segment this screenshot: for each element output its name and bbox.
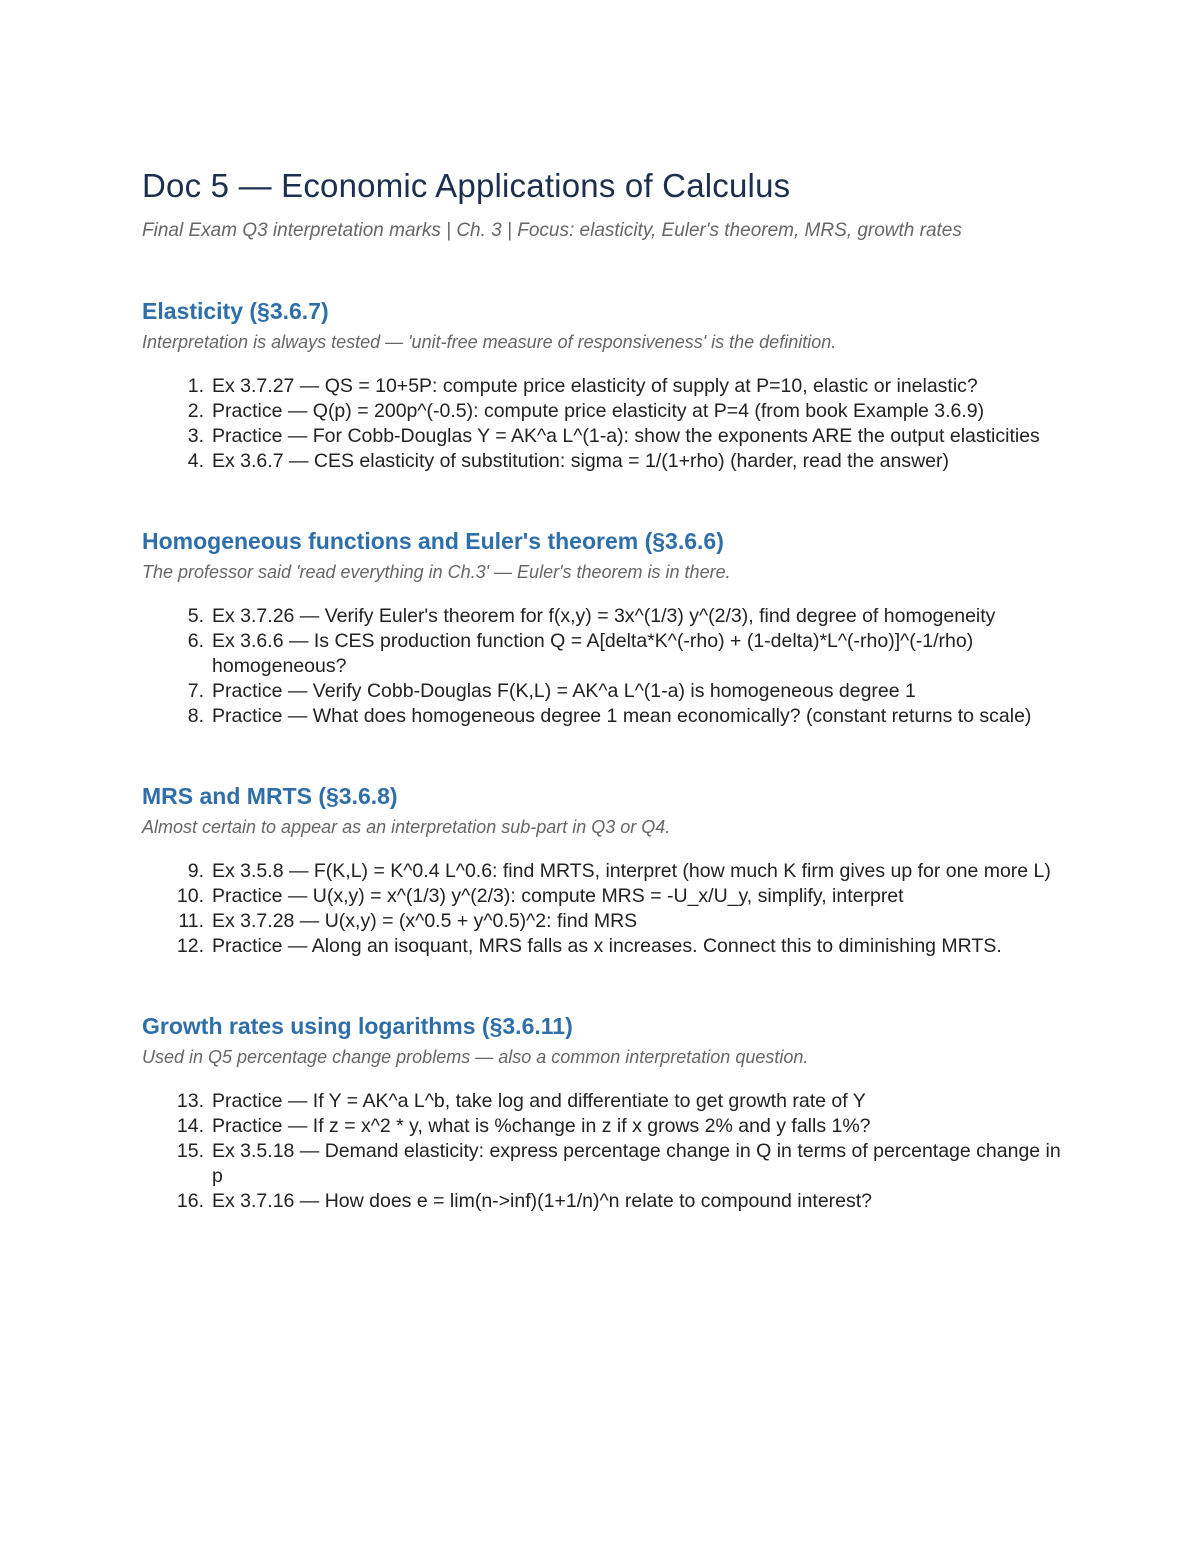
list-item-number: 9. xyxy=(187,860,204,882)
document-page xyxy=(142,166,1062,1214)
list-item-number: 12. xyxy=(176,935,204,957)
list-item xyxy=(142,679,1062,704)
list-item-number: 2. xyxy=(187,400,204,422)
list-item xyxy=(142,859,1062,884)
page-title: Doc 5 — Economic Applications of Calculus xyxy=(142,167,791,204)
list-item-number: 1. xyxy=(187,375,204,397)
list-item-text: Practice — What does homogeneous degree 1 mean economically? (constant returns to scale) xyxy=(212,705,1032,727)
list-item xyxy=(142,1114,1062,1139)
list-item xyxy=(142,884,1062,909)
section-heading: Elasticity (§3.6.7) xyxy=(142,298,329,324)
section-growth-rates-using-logarithms xyxy=(142,1011,1062,1214)
list-item-number: 7. xyxy=(187,680,204,702)
list-item-number: 13. xyxy=(176,1090,204,1112)
numbered-list xyxy=(142,604,1062,729)
list-item xyxy=(142,374,1062,399)
list-item xyxy=(142,629,1062,679)
list-item-number: 10. xyxy=(176,885,204,907)
list-item-number: 3. xyxy=(187,425,204,447)
list-item-number: 14. xyxy=(176,1115,204,1137)
list-item-number: 6. xyxy=(187,630,204,652)
list-item-number: 11. xyxy=(178,910,204,932)
list-item xyxy=(142,704,1062,729)
list-item xyxy=(142,604,1062,629)
section-mrs-and-mrts xyxy=(142,781,1062,959)
list-item-text: Ex 3.6.7 — CES elasticity of substitution: sigma = 1/(1+rho) (harder, read the answer) xyxy=(212,450,950,472)
section-note: Used in Q5 percentage change problems — also a common interpretation question. xyxy=(142,1047,809,1067)
list-item-text: Ex 3.6.6 — Is CES production function Q = A[delta*K^(-rho) + (1-delta)*L^(-rho)]^(-1/rho) homogeneous? xyxy=(212,630,974,677)
sections-container xyxy=(142,296,1062,1214)
list-item xyxy=(142,1139,1062,1189)
list-item xyxy=(142,424,1062,449)
page-subtitle: Final Exam Q3 interpretation marks | Ch. 3 | Focus: elasticity, Euler's theorem, MRS, growth rates xyxy=(142,220,962,241)
list-item xyxy=(142,449,1062,474)
section-note: Interpretation is always tested — 'unit-free measure of responsiveness' is the definition. xyxy=(142,332,837,352)
list-item xyxy=(142,934,1062,959)
list-item-text: Practice — For Cobb-Douglas Y = AK^a L^(1-a): show the exponents ARE the output elasticities xyxy=(212,425,1040,447)
list-item-number: 15. xyxy=(176,1140,204,1162)
section-note: The professor said 'read everything in Ch.3' — Euler's theorem is in there. xyxy=(142,562,731,582)
list-item-number: 5. xyxy=(187,605,204,627)
list-item-text: Practice — If Y = AK^a L^b, take log and differentiate to get growth rate of Y xyxy=(212,1090,866,1112)
list-item xyxy=(142,399,1062,424)
list-item xyxy=(142,1089,1062,1114)
section-note: Almost certain to appear as an interpretation sub-part in Q3 or Q4. xyxy=(142,817,671,837)
list-item-text: Ex 3.5.8 — F(K,L) = K^0.4 L^0.6: find MRTS, interpret (how much K firm gives up for one more L) xyxy=(212,860,1051,882)
list-item-text: Ex 3.7.26 — Verify Euler's theorem for f(x,y) = 3x^(1/3) y^(2/3), find degree of homogeneity xyxy=(212,605,996,627)
list-item-text: Practice — If z = x^2 * y, what is %change in z if x grows 2% and y falls 1%? xyxy=(212,1115,871,1137)
section-heading: Homogeneous functions and Euler's theorem (§3.6.6) xyxy=(142,528,724,554)
list-item xyxy=(142,1189,1062,1214)
list-item-text: Practice — Along an isoquant, MRS falls as x increases. Connect this to diminishing MRTS. xyxy=(212,935,1002,957)
list-item-text: Practice — Q(p) = 200p^(-0.5): compute price elasticity at P=4 (from book Example 3.6.9) xyxy=(212,400,985,422)
list-item-text: Ex 3.7.27 — QS = 10+5P: compute price elasticity of supply at P=10, elastic or inelastic? xyxy=(212,375,978,397)
list-item-number: 4. xyxy=(187,450,204,472)
section-homogeneous-functions-and-euler-s-theorem xyxy=(142,526,1062,729)
numbered-list xyxy=(142,859,1062,959)
numbered-list xyxy=(142,1089,1062,1214)
section-elasticity xyxy=(142,296,1062,474)
section-heading: MRS and MRTS (§3.6.8) xyxy=(142,783,398,809)
list-item-number: 8. xyxy=(187,705,204,727)
list-item-text: Ex 3.7.16 — How does e = lim(n->inf)(1+1/n)^n relate to compound interest? xyxy=(212,1190,873,1212)
numbered-list xyxy=(142,374,1062,474)
list-item-text: Practice — Verify Cobb-Douglas F(K,L) = AK^a L^(1-a) is homogeneous degree 1 xyxy=(212,680,916,702)
list-item-text: Ex 3.7.28 — U(x,y) = (x^0.5 + y^0.5)^2: find MRS xyxy=(212,910,638,932)
list-item xyxy=(142,909,1062,934)
list-item-text: Practice — U(x,y) = x^(1/3) y^(2/3): compute MRS = -U_x/U_y, simplify, interpret xyxy=(212,885,904,907)
list-item-text: Ex 3.5.18 — Demand elasticity: express percentage change in Q in terms of percentage change in p xyxy=(212,1140,1061,1187)
list-item-number: 16. xyxy=(176,1190,204,1212)
section-heading: Growth rates using logarithms (§3.6.11) xyxy=(142,1013,573,1039)
